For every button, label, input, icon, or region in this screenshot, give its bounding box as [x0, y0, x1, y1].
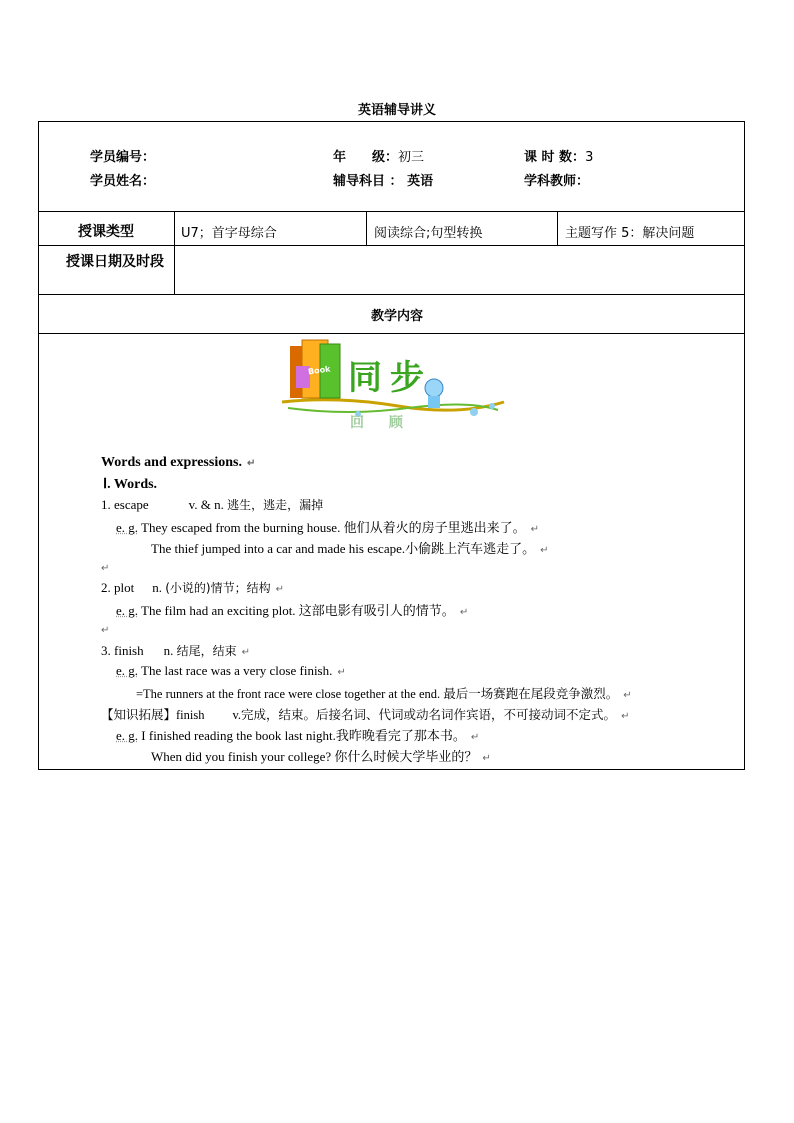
- grade-label: 年 级：初三: [333, 150, 425, 165]
- paragraph-mark: ↵: [101, 625, 110, 636]
- word-entry: 3. finish n. 结尾，结束 ↵: [101, 643, 251, 658]
- word-entry: 1. escape v. & n. 逃生，逃走，漏掉: [101, 497, 324, 512]
- example-sentence: e. g. The last race was a very close finish. ↵: [116, 663, 346, 678]
- example-sentence: e. g. They escaped from the burning house. 他们从着火的房子里逃出来了。 ↵: [116, 520, 539, 535]
- content-header: 教学内容: [370, 309, 423, 324]
- section-heading: Words and expressions. ↵: [101, 455, 256, 470]
- hours-value: 3: [585, 150, 594, 165]
- book-label: Book: [307, 364, 331, 377]
- example-sentence: e. g. I finished reading the book last night.我昨晚看完了那本书。 ↵: [116, 728, 480, 743]
- banner-sub-text: 回 顾: [350, 415, 413, 431]
- paragraph-mark: ↵: [101, 563, 110, 574]
- example-sentence: =The runners at the front race were close together at the end. 最后一场赛跑在尾段竞争激烈。 ↵: [136, 687, 632, 701]
- knowledge-extension: 【知识拓展】finish v.完成，结束。后接名词、代词或动名词作宾语，不可接动词不定式。 ↵: [101, 708, 630, 722]
- word-entry: 2. plot n. (小说的)情节；结构 ↵: [101, 580, 284, 595]
- student-name-label: 学员姓名：: [90, 174, 156, 189]
- banner-main-text: 同步: [348, 358, 432, 398]
- document-title: 英语辅导讲义: [357, 103, 436, 118]
- sync-review-banner: [278, 336, 506, 430]
- example-sentence: When did you finish your college? 你什么时候大学毕业的？ ↵: [151, 749, 491, 764]
- divider: [557, 211, 558, 246]
- divider: [366, 211, 367, 246]
- lesson-writing: 主题写作 5：解决问题: [565, 226, 695, 241]
- example-sentence: e. g. The film had an exciting plot. 这部电影有吸引人的情节。 ↵: [116, 603, 469, 618]
- example-sentence: The thief jumped into a car and made his escape.小偷跳上汽车逃走了。 ↵: [151, 541, 549, 556]
- subject-value: 英语: [407, 174, 434, 189]
- section-subheading: Ⅰ. Words.: [103, 477, 158, 492]
- divider: [38, 333, 745, 334]
- grade-value: 初三: [398, 150, 425, 165]
- divider: [38, 211, 745, 212]
- divider: [174, 211, 175, 295]
- teacher-label: 学科教师：: [524, 174, 590, 189]
- student-id-label: 学员编号：: [90, 150, 156, 165]
- hours-label: 课 时 数：3: [524, 150, 594, 165]
- divider: [38, 294, 745, 295]
- divider: [38, 245, 745, 246]
- lesson-type-label: 授课类型: [78, 224, 134, 240]
- lesson-reading: 阅读综合;句型转换: [374, 226, 483, 241]
- subject-label: 辅导科目 ： 英语: [333, 174, 434, 189]
- lesson-date-label: 授课日期及时段: [66, 254, 164, 270]
- lesson-unit: U7；首字母综合: [181, 226, 277, 241]
